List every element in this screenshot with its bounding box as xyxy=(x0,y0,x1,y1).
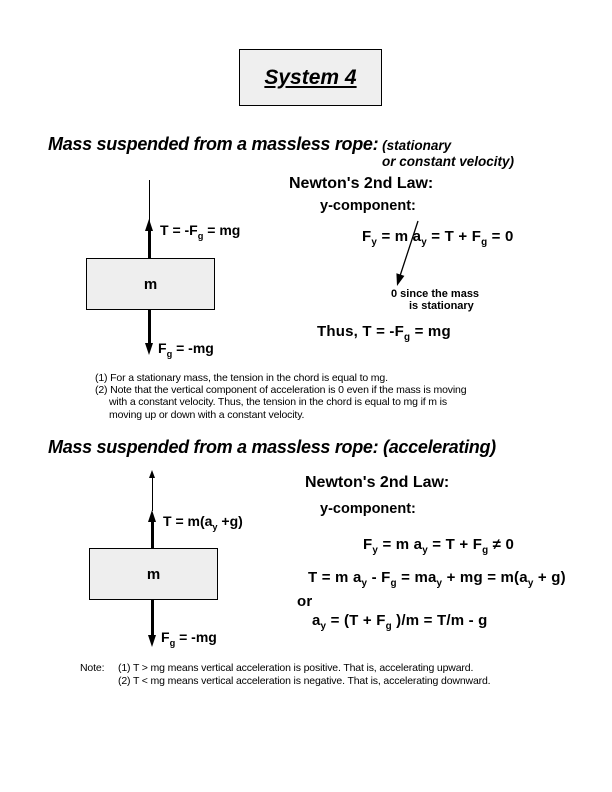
note-line: with a constant velocity. Thus, the tension in the chord is equal to mg if m is xyxy=(109,396,447,409)
tension-arrow-shaft xyxy=(148,229,151,258)
zero-annotation-arrow xyxy=(390,217,425,292)
section1-newton-heading: Newton's 2nd Law: xyxy=(289,175,434,192)
section1-conclusion: Thus, $T = -F_g$ = mg xyxy=(317,323,451,343)
mass-box xyxy=(89,548,218,600)
mass-box xyxy=(86,258,215,310)
bottom-note-label: Note: xyxy=(80,662,105,674)
section2-or-label: or xyxy=(297,593,313,610)
zero-annotation-line2: is stationary xyxy=(409,300,474,312)
section1-ycomponent-label: y-component: xyxy=(320,198,416,214)
section2-newton-heading: Newton's 2nd Law: xyxy=(305,474,450,491)
section1-heading-qualifier-cont: or constant velocity) xyxy=(382,154,515,169)
section2-equation2: T = m $a_y - F_g = ma_y$ + mg = $m(a_y + g)$ xyxy=(308,569,566,589)
weight-arrow-shaft xyxy=(148,309,151,344)
section1-notes xyxy=(95,372,466,421)
title-box xyxy=(239,49,382,106)
section1-heading-main: Mass suspended from a massless rope: xyxy=(48,134,379,154)
note-line: moving up or down with a constant velocity. xyxy=(109,408,305,421)
weight-arrowhead-icon xyxy=(148,635,156,647)
note-line: (1) T > mg means vertical acceleration is positive. That is, accelerating upward. xyxy=(118,662,474,674)
tension-label: $T = m(a_y +g)$ xyxy=(163,513,243,532)
section2-equation1: $F_y = m$ $a_y = T + F_g \ne 0$ xyxy=(363,536,515,556)
note-line: (2) Note that the vertical component of acceleration is 0 even if the mass is moving xyxy=(95,384,467,397)
weight-label: $F_g = -mg$ xyxy=(161,629,217,648)
zero-annotation xyxy=(391,288,479,312)
section1-equation: $F_y = m$ $a_y = T + F_g = 0$ xyxy=(362,228,514,248)
weight-arrowhead-icon xyxy=(145,343,153,355)
tension-label: $T = -F_g$ = mg xyxy=(160,222,241,241)
bottom-notes xyxy=(118,662,490,687)
rope-line xyxy=(149,180,150,222)
page-title: System 4 xyxy=(264,65,357,89)
section1-heading-qualifier: (stationary xyxy=(378,138,452,153)
mass-label: m xyxy=(146,565,161,583)
mass-label: m xyxy=(143,275,158,293)
section2-heading: Mass suspended from a massless rope: (accelerating) xyxy=(48,437,496,457)
tension-arrow-shaft xyxy=(151,520,154,548)
note-line: (2) T < mg means vertical acceleration is negative. That is, accelerating downward. xyxy=(118,674,491,687)
weight-label: $F_g = -mg$ xyxy=(158,340,214,359)
section1-heading xyxy=(48,134,451,155)
section2-equation3: $a_y = (T + F_g$ )/m = T/m - g xyxy=(312,612,488,632)
section2-ycomponent-label: y-component: xyxy=(320,501,416,517)
weight-arrow-shaft xyxy=(151,599,154,636)
zero-annotation-line1: 0 since the mass xyxy=(391,288,480,300)
acceleration-arrow-shaft xyxy=(152,477,153,511)
note-line: (1) For a stationary mass, the tension in the chord is equal to mg. xyxy=(95,372,388,384)
